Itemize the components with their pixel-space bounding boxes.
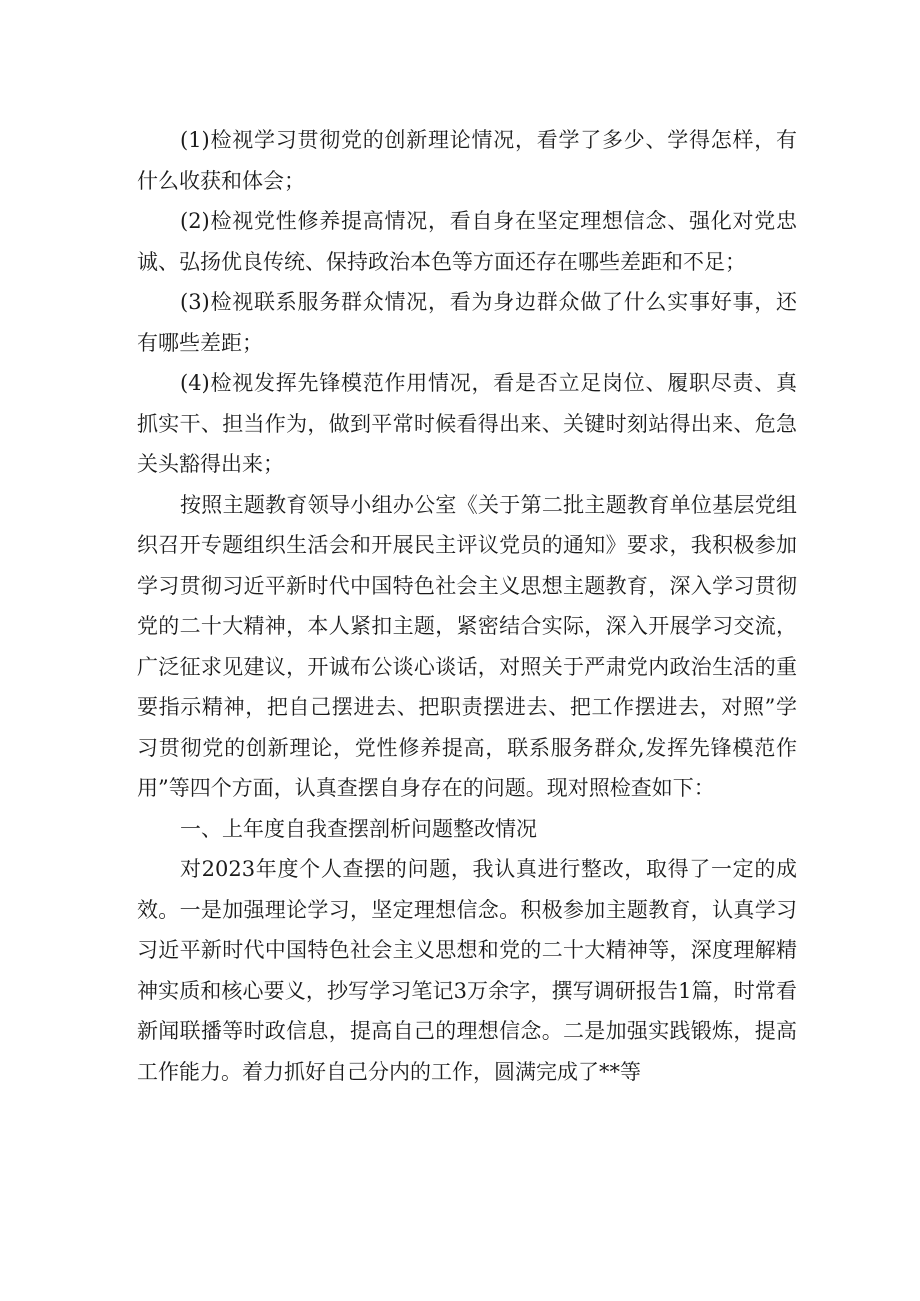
document-body	[137, 120, 797, 1092]
paragraph-rectification: 对2023年度个人查摆的问题，我认真进行整改，取得了一定的成效。一是加强理论学习，坚定理想信念。积极参加主题教育，认真学习习近平新时代中国特色社会主义思想和党的二十大精神等，深度理解精神实质和核心要义，抄写学习笔记3万余字，撰写调研报告1篇，时常看新闻联播等时政信息，提高自己的理想信念。二是加强实践锻炼，提高工作能力。着力抓好自己分内的工作，圆满完成了**等	[137, 857, 797, 1084]
paragraph-check-vanguard-role: (4)检视发挥先锋模范作用情况，看是否立足岗位、履职尽责、真抓实干、担当作为，做到平常时候看得出来、关键时刻站得出来、危急关头豁得出来；	[137, 371, 797, 476]
paragraph-check-theory: (1)检视学习贯彻党的创新理论情况，看学了多少、学得怎样，有什么收获和体会；	[137, 128, 797, 193]
paragraph-introduction: 按照主题教育领导小组办公室《关于第二批主题教育单位基层党组织召开专题组织生活会和开展民主评议党员的通知》要求，我积极参加学习贯彻习近平新时代中国特色社会主义思想主题教育，深入学习贯彻党的二十大精神，本人紧扣主题，紧密结合实际，深入开展学习交流，广泛征求见建议，开诚布公谈心谈话，对照关于严肃党内政治生活的重要指示精神，把自己摆进去、把职责摆进去、把工作摆进去，对照”学习贯彻党的创新理论，党性修养提高，联系服务群众,发挥先锋模范作用”等四个方面，认真查摆自身存在的问题。现对照检查如下：	[137, 492, 797, 800]
paragraph-check-party-spirit: (2)检视党性修养提高情况，看自身在坚定理想信念、强化对党忠诚、弘扬优良传统、保持政治本色等方面还存在哪些差距和不足；	[137, 209, 797, 274]
paragraph-check-serving-masses: (3)检视联系服务群众情况，看为身边群众做了什么实事好事，还有哪些差距；	[137, 290, 797, 355]
section-heading: 一、上年度自我查摆剖析问题整改情况	[180, 816, 537, 841]
